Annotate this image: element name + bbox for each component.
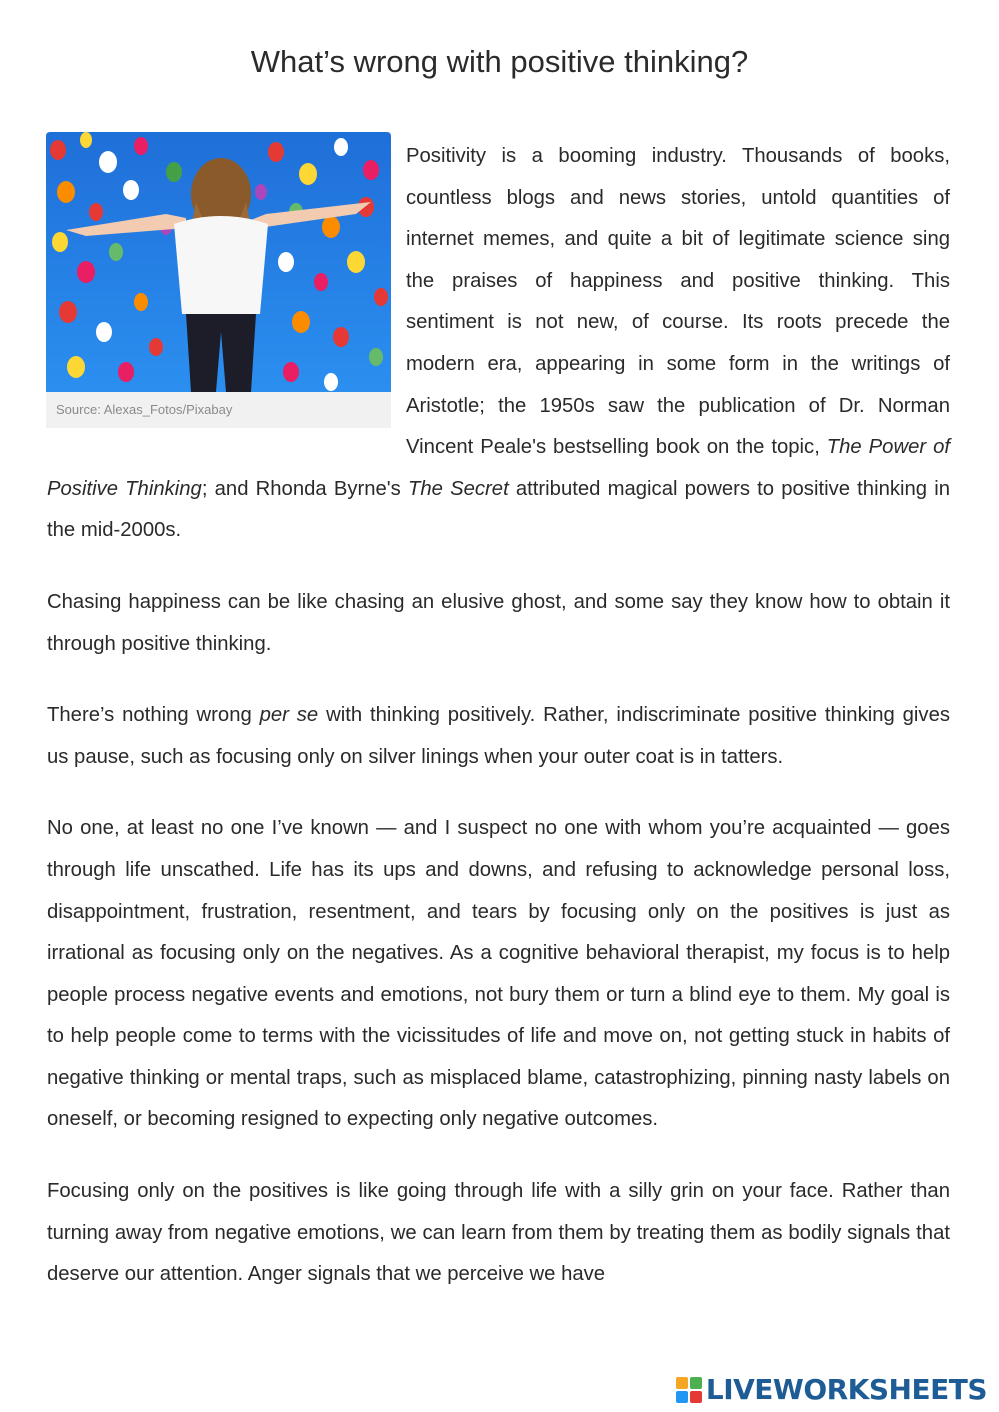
paragraph-5: Focusing only on the positives is like going through life with a silly grin on your face. Rather than turning away from negative emotions, we can learn from them by treating them as bodily signals that deserve our attention. Anger signals that we perceive we have: [47, 1180, 950, 1286]
book-title-the-secret: The Secret: [407, 477, 509, 500]
article-figure: [46, 132, 391, 428]
image-caption: Source: Alexas_Fotos/Pixabay: [46, 392, 391, 428]
liveworksheets-logo[interactable]: [676, 1374, 987, 1406]
paragraph-2: Chasing happiness can be like chasing an elusive ghost, and some say they know how to obtain it through positive thinking.: [47, 590, 950, 655]
paragraph-1: Positivity is a booming industry. Thousands of books, countless blogs and news stories, untold quantities of internet memes, and quite a bit of legitimate science sing the praises of happiness and positive thinking. This sentiment is not new, of course. Its roots precede the modern era, appearing in some form in the writings of Aristotle; the 1950s saw the publication of Dr. Norman Vincent Peale's bestselling book on the topic, The Power of Positive Thinking; and Rhonda Byrne's The Secret attributed magical powers to positive thinking in the mid-2000s.: [47, 145, 951, 542]
paragraph-4: No one, at least no one I’ve known — and I suspect no one with whom you’re acquainted — goes through life unscathed. Life has its ups and downs, and refusing to acknowledge personal loss, disappointment, frustration, resentment, and tears by focusing only on the positives is just as irrational as focusing only on the negatives. As a cognitive behavioral therapist, my focus is to help people process negative events and emotions, not bury them or turn a blind eye to them. My goal is to help people come to terms with the vicissitudes of life and move on, not getting stuck in habits of negative thinking or mental traps, such as misplaced blame, catastrophizing, pinning nasty labels on oneself, or becoming resigned to expecting only negative outcomes.: [47, 817, 950, 1131]
paragraph-3: There’s nothing wrong per se with thinking positively. Rather, indiscriminate positive thinking gives us pause, such as focusing only on silver linings when your outer coat is in tatters.: [47, 704, 950, 768]
logo-text: LIVEWORKSHEETS: [705, 1373, 987, 1406]
liveworksheets-logo-icon: [676, 1377, 702, 1403]
article-body: [47, 136, 950, 1326]
page-title: What’s wrong with positive thinking?: [250, 44, 749, 79]
book-title-power-of-positive-thinking: The Power of Positive Thinking: [47, 436, 950, 500]
emphasis-per-se: per se: [259, 704, 319, 727]
balloons-photo: [46, 132, 391, 392]
